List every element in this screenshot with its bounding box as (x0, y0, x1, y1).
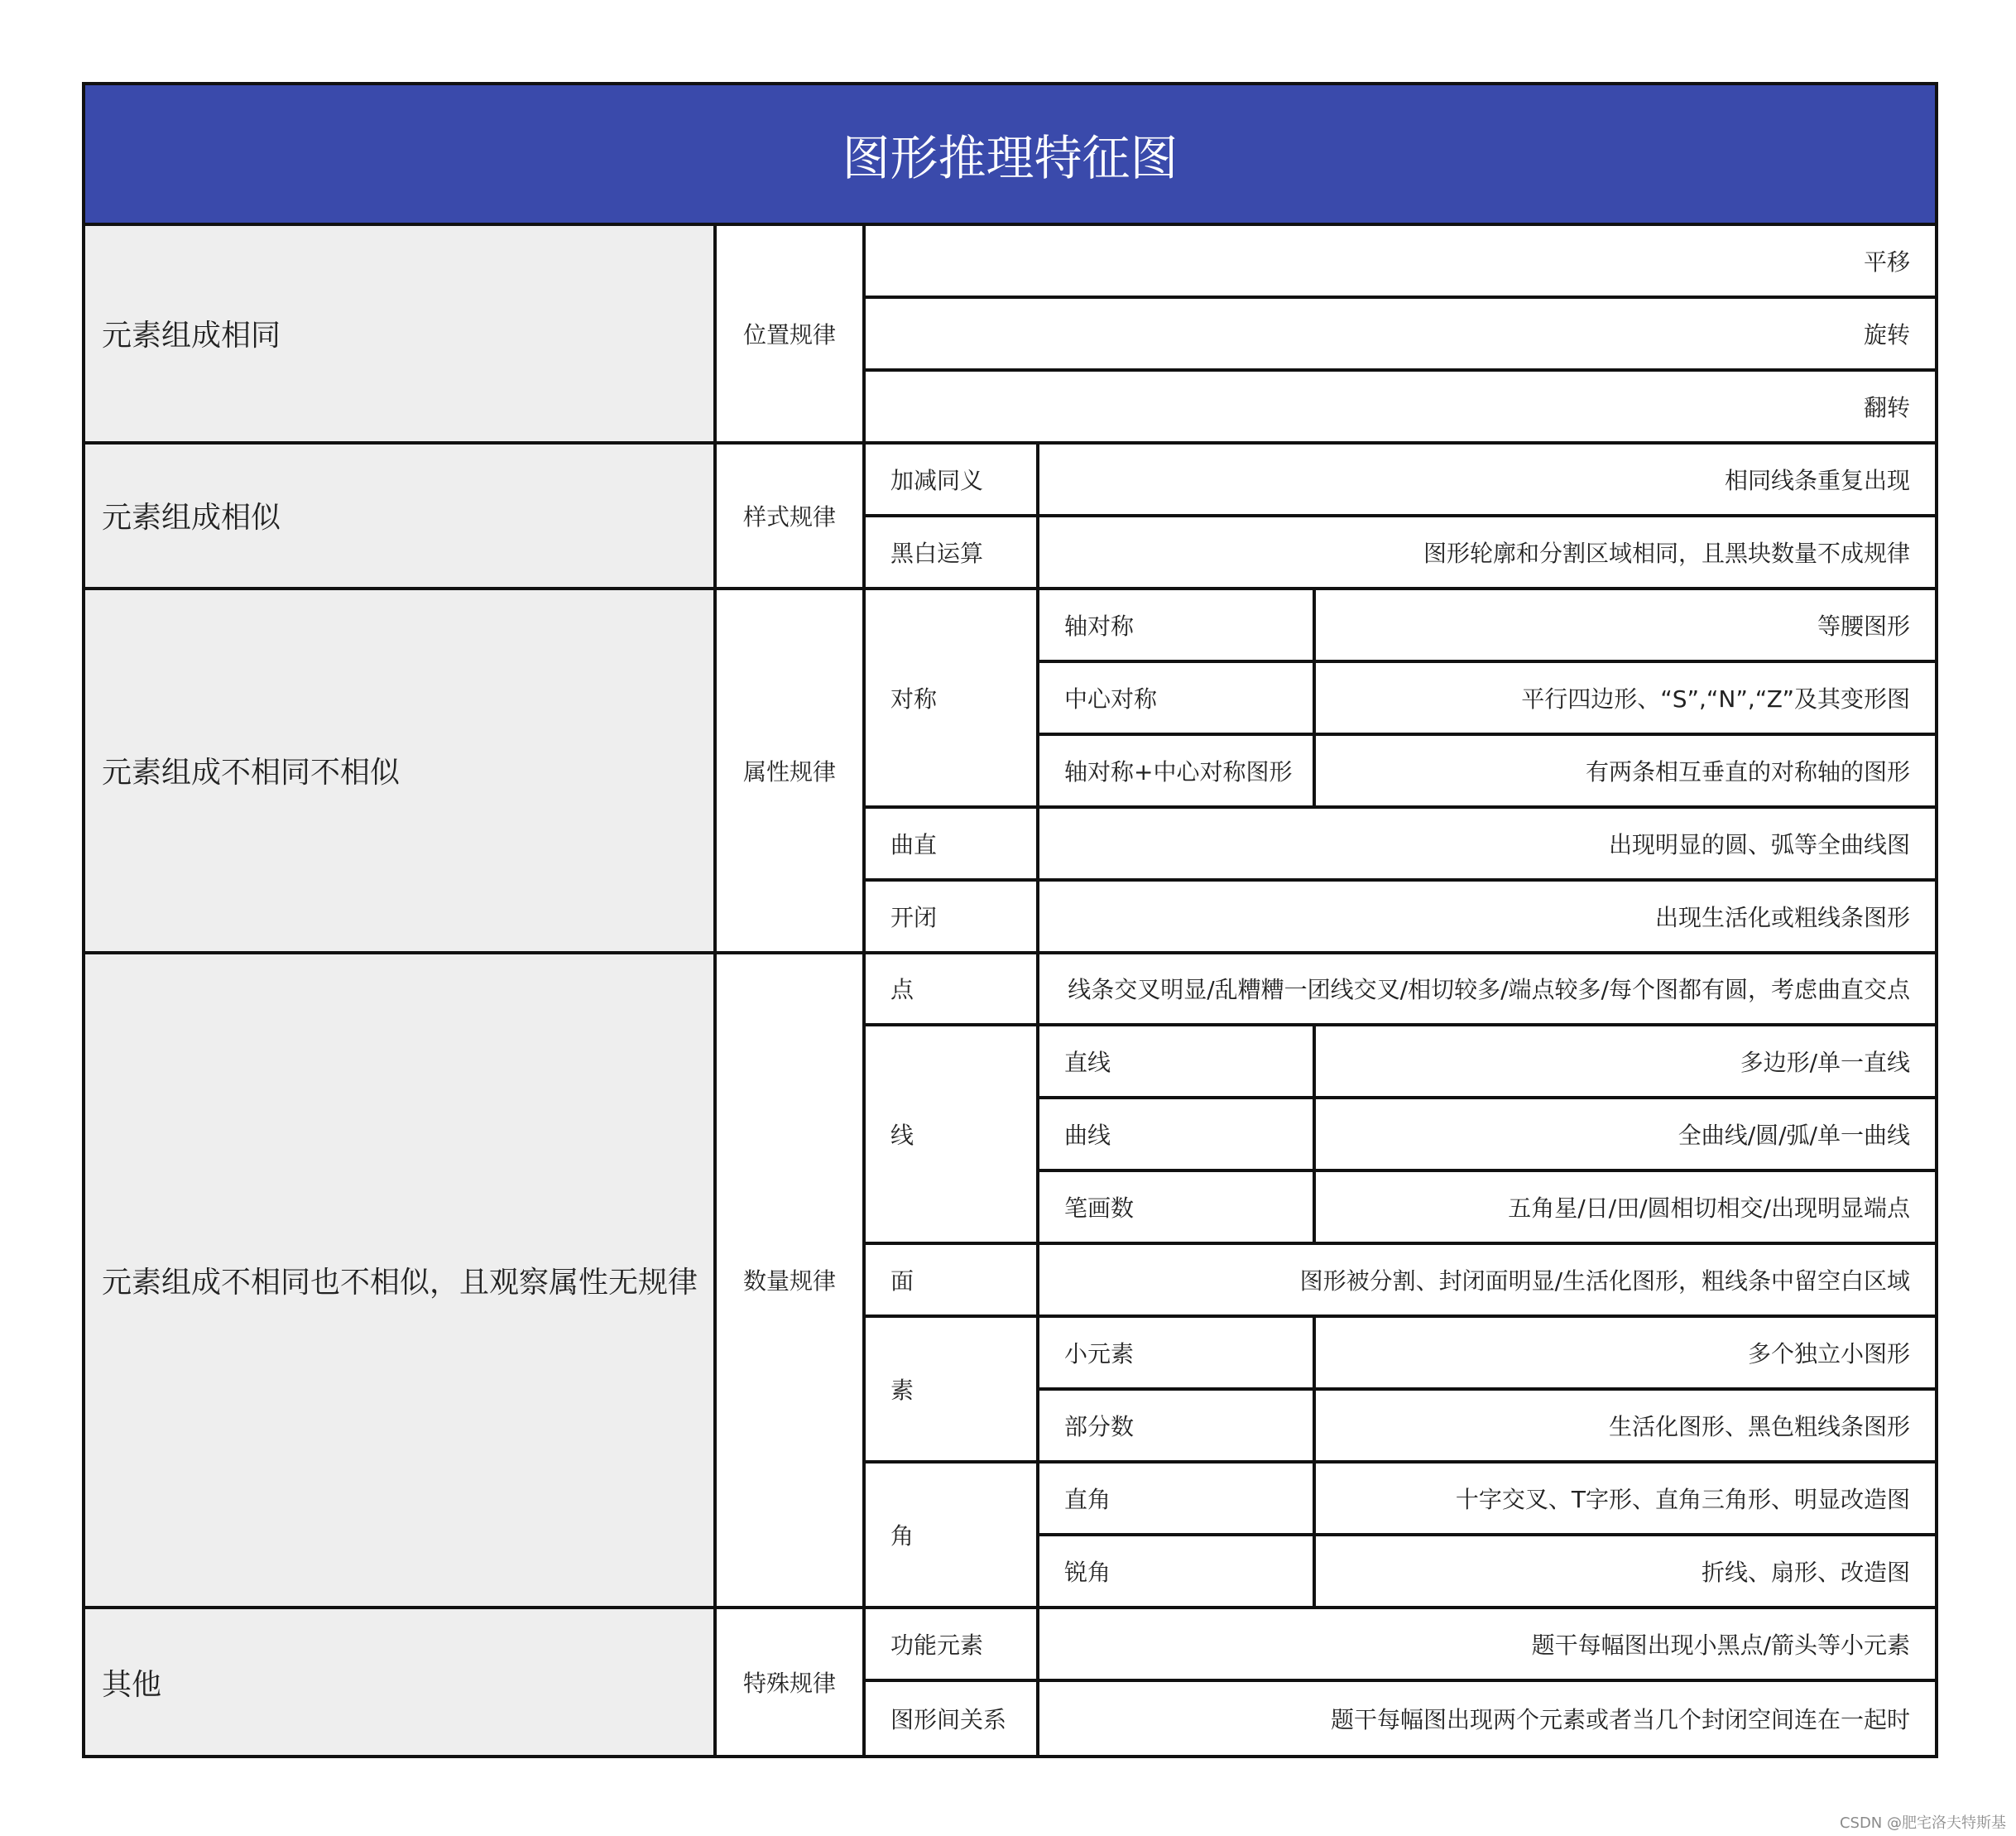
desc-cell: 等腰图形 (1316, 590, 1935, 663)
sub-rule-cell: 黑白运算 (866, 517, 1039, 590)
desc-cell: 十字交叉、T字形、直角三角形、明显改造图 (1316, 1464, 1935, 1536)
category-cell: 元素组成相同 (85, 226, 717, 445)
title-bar (85, 85, 1935, 226)
desc-cell: 相同线条重复出现 (1039, 445, 1935, 517)
table-grid (85, 226, 1935, 1755)
desc-cell: 出现生活化或粗线条图形 (1039, 882, 1935, 954)
table-title: 图形推理特征图 (842, 130, 1178, 186)
desc-cell: 五角星/日/田/圆相切相交/出现明显端点 (1316, 1172, 1935, 1245)
detail-cell: 部分数 (1039, 1391, 1316, 1464)
watermark: CSDN @肥宅洛夫特斯基 (1839, 1814, 2006, 1832)
detail-cell: 轴对称 (1039, 590, 1316, 663)
desc-cell: 图形轮廓和分割区域相同，且黑块数量不成规律 (1039, 517, 1935, 590)
detail-cell: 轴对称+中心对称图形 (1039, 736, 1316, 809)
desc-cell: 平行四边形、“S”,“N”,“Z”及其变形图 (1316, 663, 1935, 736)
detail-cell: 曲线 (1039, 1099, 1316, 1172)
rule-cell: 数量规律 (717, 954, 866, 1610)
desc-cell: 题干每幅图出现小黑点/箭头等小元素 (1039, 1609, 1935, 1682)
sub-rule-cell: 开闭 (866, 882, 1039, 954)
sub-rule-cell: 角 (866, 1464, 1039, 1609)
detail-cell: 锐角 (1039, 1536, 1316, 1609)
sub-rule-cell: 线 (866, 1026, 1039, 1245)
detail-cell: 中心对称 (1039, 663, 1316, 736)
sub-rule-cell: 加减同义 (866, 445, 1039, 517)
rule-cell: 位置规律 (717, 226, 866, 445)
sub-rule-cell: 曲直 (866, 809, 1039, 882)
rule-cell: 属性规律 (717, 590, 866, 954)
desc-cell: 出现明显的圆、弧等全曲线图 (1039, 809, 1935, 882)
desc-cell: 题干每幅图出现两个元素或者当几个封闭空间连在一起时 (1330, 1706, 1910, 1734)
feature-table (82, 82, 1938, 1758)
desc-cell: 折线、扇形、改造图 (1316, 1536, 1935, 1609)
desc-cell: 翻转 (866, 372, 1935, 445)
detail-cell: 小元素 (1039, 1318, 1316, 1391)
desc-cell: 线条交叉明显/乱糟糟一团线交叉/相切较多/端点较多/每个图都有圆，考虑曲直交点 (1039, 954, 1935, 1027)
category-cell: 元素组成相似 (85, 445, 717, 590)
sub-rule-cell: 图形间关系 (866, 1682, 1039, 1755)
category-cell: 其他 (85, 1609, 717, 1755)
sub-rule-cell: 素 (866, 1318, 1039, 1464)
sub-rule-cell: 功能元素 (866, 1609, 1039, 1682)
sub-rule-cell: 面 (866, 1245, 1039, 1318)
desc-cell: 图形被分割、封闭面明显/生活化图形，粗线条中留空白区域 (1039, 1245, 1935, 1318)
detail-cell: 直线 (1039, 1026, 1316, 1099)
desc-cell: 旋转 (866, 299, 1935, 372)
desc-cell: 全曲线/圆/弧/单一曲线 (1316, 1099, 1935, 1172)
rule-cell: 特殊规律 (717, 1609, 866, 1755)
desc-cell: 平移 (866, 226, 1935, 299)
desc-cell: 多个独立小图形 (1316, 1318, 1935, 1391)
desc-cell: 多边形/单一直线 (1316, 1026, 1935, 1099)
detail-cell: 直角 (1039, 1464, 1316, 1536)
category-cell: 元素组成不相同不相似 (85, 590, 717, 954)
desc-cell: 生活化图形、黑色粗线条图形 (1316, 1391, 1935, 1464)
rule-cell: 样式规律 (717, 445, 866, 590)
sub-rule-cell: 对称 (866, 590, 1039, 809)
category-cell: 元素组成不相同也不相似，且观察属性无规律 (85, 954, 717, 1610)
detail-cell: 笔画数 (1039, 1172, 1316, 1245)
sub-rule-cell: 点 (866, 954, 1039, 1027)
desc-cell: 有两条相互垂直的对称轴的图形 (1316, 736, 1935, 809)
